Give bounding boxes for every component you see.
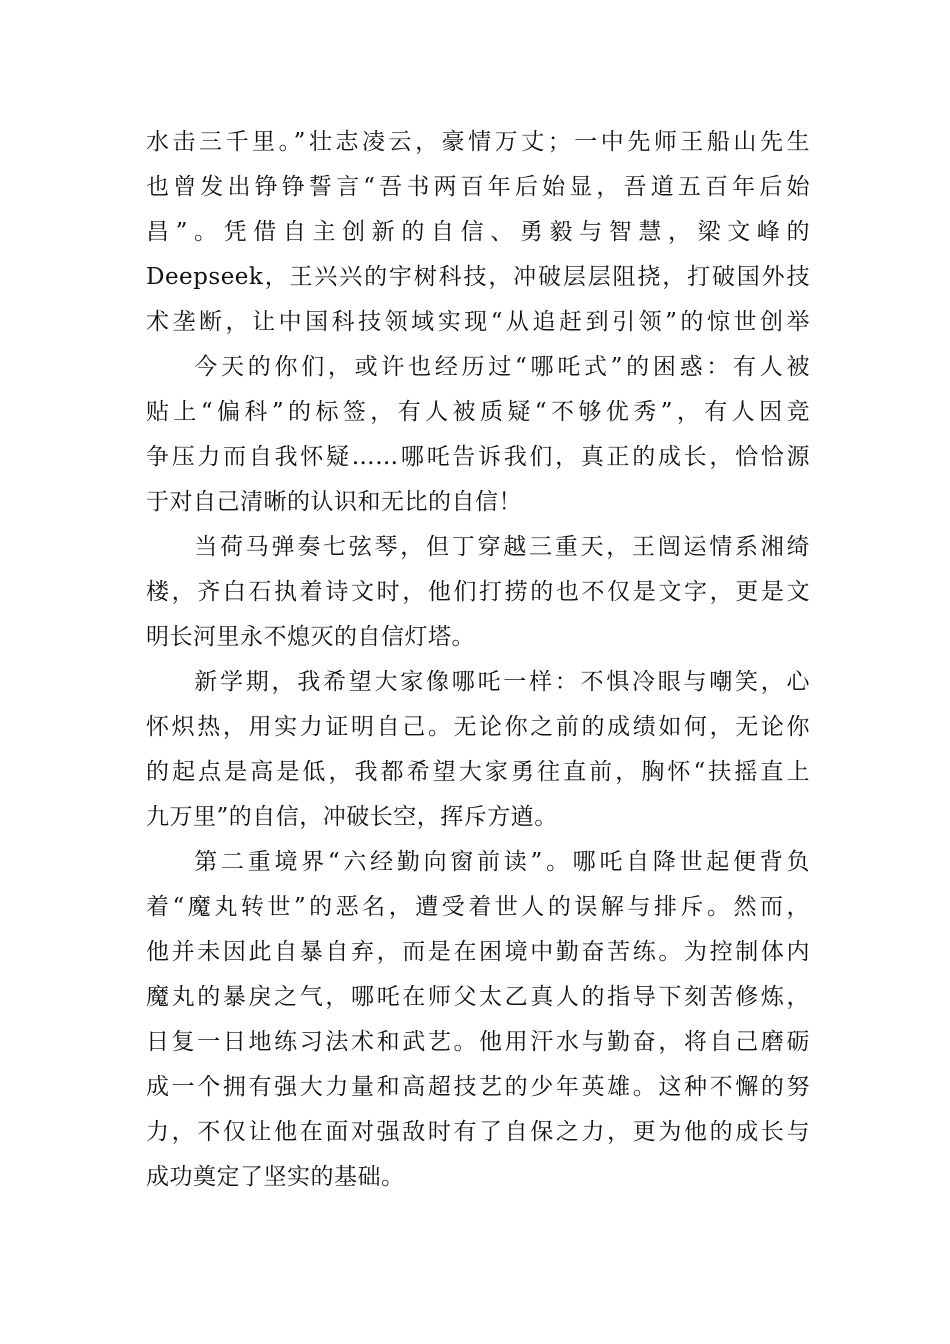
paragraph-4 [146, 660, 810, 840]
text-line-2: 也曾发出铮铮誓言“吾书两百年后始显，吾道五百年后始 [146, 174, 810, 200]
text-line-11: 楼，齐白石执着诗文时，他们打捞的也不仅是文字，更是文 [146, 579, 810, 605]
text-line-10: 当荷马弹奏七弦琴，但丁穿越三重天，王闿运情系湘绮 [194, 534, 810, 560]
text-line-5: 术垄断，让中国科技领域实现“从追赶到引领”的惊世创举 [146, 309, 810, 335]
text-line-3: 昌”。凭借自主创新的自信、勇毅与智慧，梁文峰的 [146, 219, 810, 245]
text-line-24: 成功奠定了坚实的基础。 [146, 1164, 405, 1190]
text-line-9: 于对自己清晰的认识和无比的自信！ [146, 489, 522, 515]
text-line-21: 日复一日地练习法术和武艺。他用汗水与勤奋，将自己磨砺 [146, 1029, 810, 1055]
text-line-22: 成一个拥有强大力量和高超技艺的少年英雄。这种不懈的努 [146, 1074, 810, 1100]
text-line-6: 今天的你们，或许也经历过“哪吒式”的困惑：有人被 [194, 354, 810, 380]
text-line-14: 怀炽热，用实力证明自己。无论你之前的成绩如何，无论你 [146, 714, 810, 740]
text-line-12: 明长河里永不熄灭的自信灯塔。 [146, 624, 475, 650]
text-line-15: 的起点是高是低，我都希望大家勇往直前，胸怀“扶摇直上 [146, 759, 810, 785]
paragraph-5 [146, 840, 810, 1200]
text-line-7: 贴上“偏科”的标签，有人被质疑“不够优秀”，有人因竞 [146, 399, 810, 425]
text-line-23: 力，不仅让他在面对强敌时有了自保之力，更为他的成长与 [146, 1119, 810, 1145]
paragraph-3 [146, 525, 810, 660]
document-body [146, 120, 810, 1200]
text-line-1: 水击三千里。”壮志凌云，豪情万丈；一中先师王船山先生 [146, 129, 810, 155]
text-line-8: 争压力而自我怀疑……哪吒告诉我们，真正的成长，恰恰源 [146, 444, 810, 470]
text-line-18: 着“魔丸转世”的恶名，遭受着世人的误解与排斥。然而， [146, 894, 810, 920]
paragraph-2 [146, 345, 810, 525]
text-line-19: 他并未因此自暴自弃，而是在困境中勤奋苦练。为控制体内 [146, 939, 810, 965]
text-line-13: 新学期，我希望大家像哪吒一样：不惧冷眼与嘲笑，心 [194, 669, 810, 695]
text-line-17: 第二重境界“六经勤向窗前读”。哪吒自降世起便背负 [194, 849, 810, 875]
text-line-4: Deepseek，王兴兴的宇树科技，冲破层层阻挠，打破国外技 [146, 264, 810, 290]
text-line-20: 魔丸的暴戾之气，哪吒在师父太乙真人的指导下刻苦修炼， [146, 984, 810, 1010]
text-line-16: 九万里”的自信，冲破长空，挥斥方遒。 [146, 804, 558, 830]
paragraph-1 [146, 120, 810, 345]
